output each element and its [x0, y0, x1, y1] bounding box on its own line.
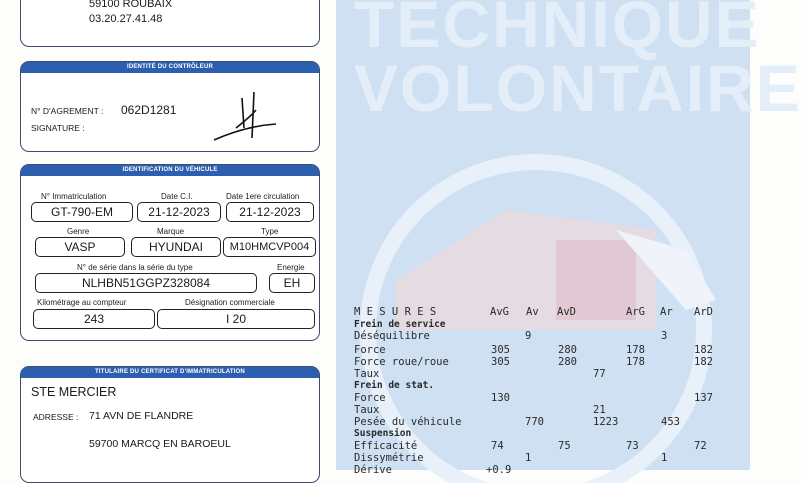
titulaire-title: TITULAIRE DU CERTIFICAT D'IMMATRICULATION: [21, 367, 319, 378]
section-suspension: Suspension: [354, 428, 412, 439]
controle-panel: [336, 0, 802, 476]
serie-field: NLHBN51GGPZ328084: [35, 273, 257, 293]
adresse-label: ADRESSE :: [33, 412, 79, 422]
taux2-val: 21: [593, 404, 606, 416]
pesee-total: 1223: [593, 416, 619, 428]
type-field: M10HMCVP004: [223, 237, 316, 257]
fr-avd: 280: [558, 356, 577, 368]
centre-city: 59100 ROUBAIX: [89, 0, 173, 10]
vehicule-box: [20, 164, 320, 341]
taux-val: 77: [593, 368, 606, 380]
adresse-line2: 59700 MARCQ EN BAROEUL: [89, 438, 231, 450]
col-avg: AvG: [490, 306, 509, 318]
force-arg: 178: [626, 344, 645, 356]
date-ci-label: Date C.I.: [161, 192, 193, 201]
km-label: Kilométrage au compteur: [37, 298, 127, 307]
designation-label: Désignation commerciale: [185, 298, 275, 307]
row-efficacite: Efficacité: [354, 440, 418, 452]
force-avg: 305: [491, 344, 510, 356]
eff-arg: 73: [626, 440, 639, 452]
designation-field: I 20: [157, 309, 315, 329]
pesee-av: 770: [525, 416, 544, 428]
force2-avg: 130: [491, 392, 510, 404]
adresse-line1: 71 AVN DE FLANDRE: [89, 410, 194, 422]
eff-avg: 74: [491, 440, 504, 452]
col-ar: Ar: [660, 306, 673, 318]
mesures-header-label: M E S U R E S: [354, 306, 437, 318]
controleur-box: [20, 61, 320, 152]
titulaire-name: STE MERCIER: [31, 385, 117, 399]
eff-avd: 75: [558, 440, 571, 452]
agrement-value: 062D1281: [121, 103, 177, 117]
marque-label: Marque: [157, 227, 185, 236]
pesee-ar: 453: [661, 416, 680, 428]
row-force: Force: [354, 344, 386, 356]
signature-image: [206, 88, 286, 146]
row-desequilibre: Déséquilibre: [354, 330, 430, 342]
energie-label: Energie: [277, 263, 305, 272]
derive-val: +0.9: [486, 464, 512, 476]
immat-label: N° Immatriculation: [41, 192, 107, 201]
genre-field: VASP: [35, 237, 125, 257]
desequilibre-ar: 3: [661, 330, 668, 342]
titulaire-box: [20, 366, 320, 483]
date-first-field: 21-12-2023: [226, 202, 314, 222]
controleur-title: IDENTITÉ DU CONTRÔLEUR: [21, 62, 319, 73]
row-force-roue: Force roue/roue: [354, 356, 449, 368]
row-pesee: Pesée du véhicule: [354, 416, 462, 428]
diss-av: 1: [525, 452, 532, 464]
immat-field: GT-790-EM: [31, 202, 133, 222]
fr-avg: 305: [491, 356, 510, 368]
date-first-label: Date 1ere circulation: [226, 192, 300, 201]
energie-field: EH: [269, 273, 315, 293]
marque-field: HYUNDAI: [131, 237, 221, 257]
row-force2: Force: [354, 392, 386, 404]
force-avd: 280: [558, 344, 577, 356]
genre-label: Genre: [67, 227, 90, 236]
date-ci-field: 21-12-2023: [137, 202, 221, 222]
col-arg: ArG: [626, 306, 645, 318]
fr-ard: 182: [694, 356, 713, 368]
centre-phone: 03.20.27.41.48: [89, 13, 163, 25]
force-ard: 182: [694, 344, 713, 356]
col-avd: AvD: [557, 306, 576, 318]
signature-label: SIGNATURE :: [31, 123, 85, 133]
section-frein-service: Frein de service: [354, 319, 446, 330]
row-taux2: Taux: [354, 404, 380, 416]
vehicule-title: IDENTIFICATION DU VÉHICULE: [21, 165, 319, 176]
centre-address-box: [20, 0, 320, 47]
fr-arg: 178: [626, 356, 645, 368]
row-derive: Dérive: [354, 464, 392, 476]
section-frein-stat: Frein de stat.: [354, 380, 435, 391]
watermark-volontaire: VOLONTAIRE: [354, 51, 802, 125]
agrement-label: N° D'AGREMENT :: [31, 106, 104, 116]
watermark-technique: TECHNIQUE: [354, 0, 761, 61]
type-label: Type: [261, 227, 279, 236]
row-dissymetrie: Dissymétrie: [354, 452, 424, 464]
serie-label: N° de série dans la série du type: [77, 263, 193, 272]
force2-ard: 137: [694, 392, 713, 404]
col-av: Av: [526, 306, 539, 318]
km-field: 243: [33, 309, 155, 329]
diss-ar: 1: [661, 452, 668, 464]
col-ard: ArD: [694, 306, 713, 318]
eff-ard: 72: [694, 440, 707, 452]
desequilibre-av: 9: [525, 330, 532, 342]
row-taux: Taux: [354, 368, 380, 380]
